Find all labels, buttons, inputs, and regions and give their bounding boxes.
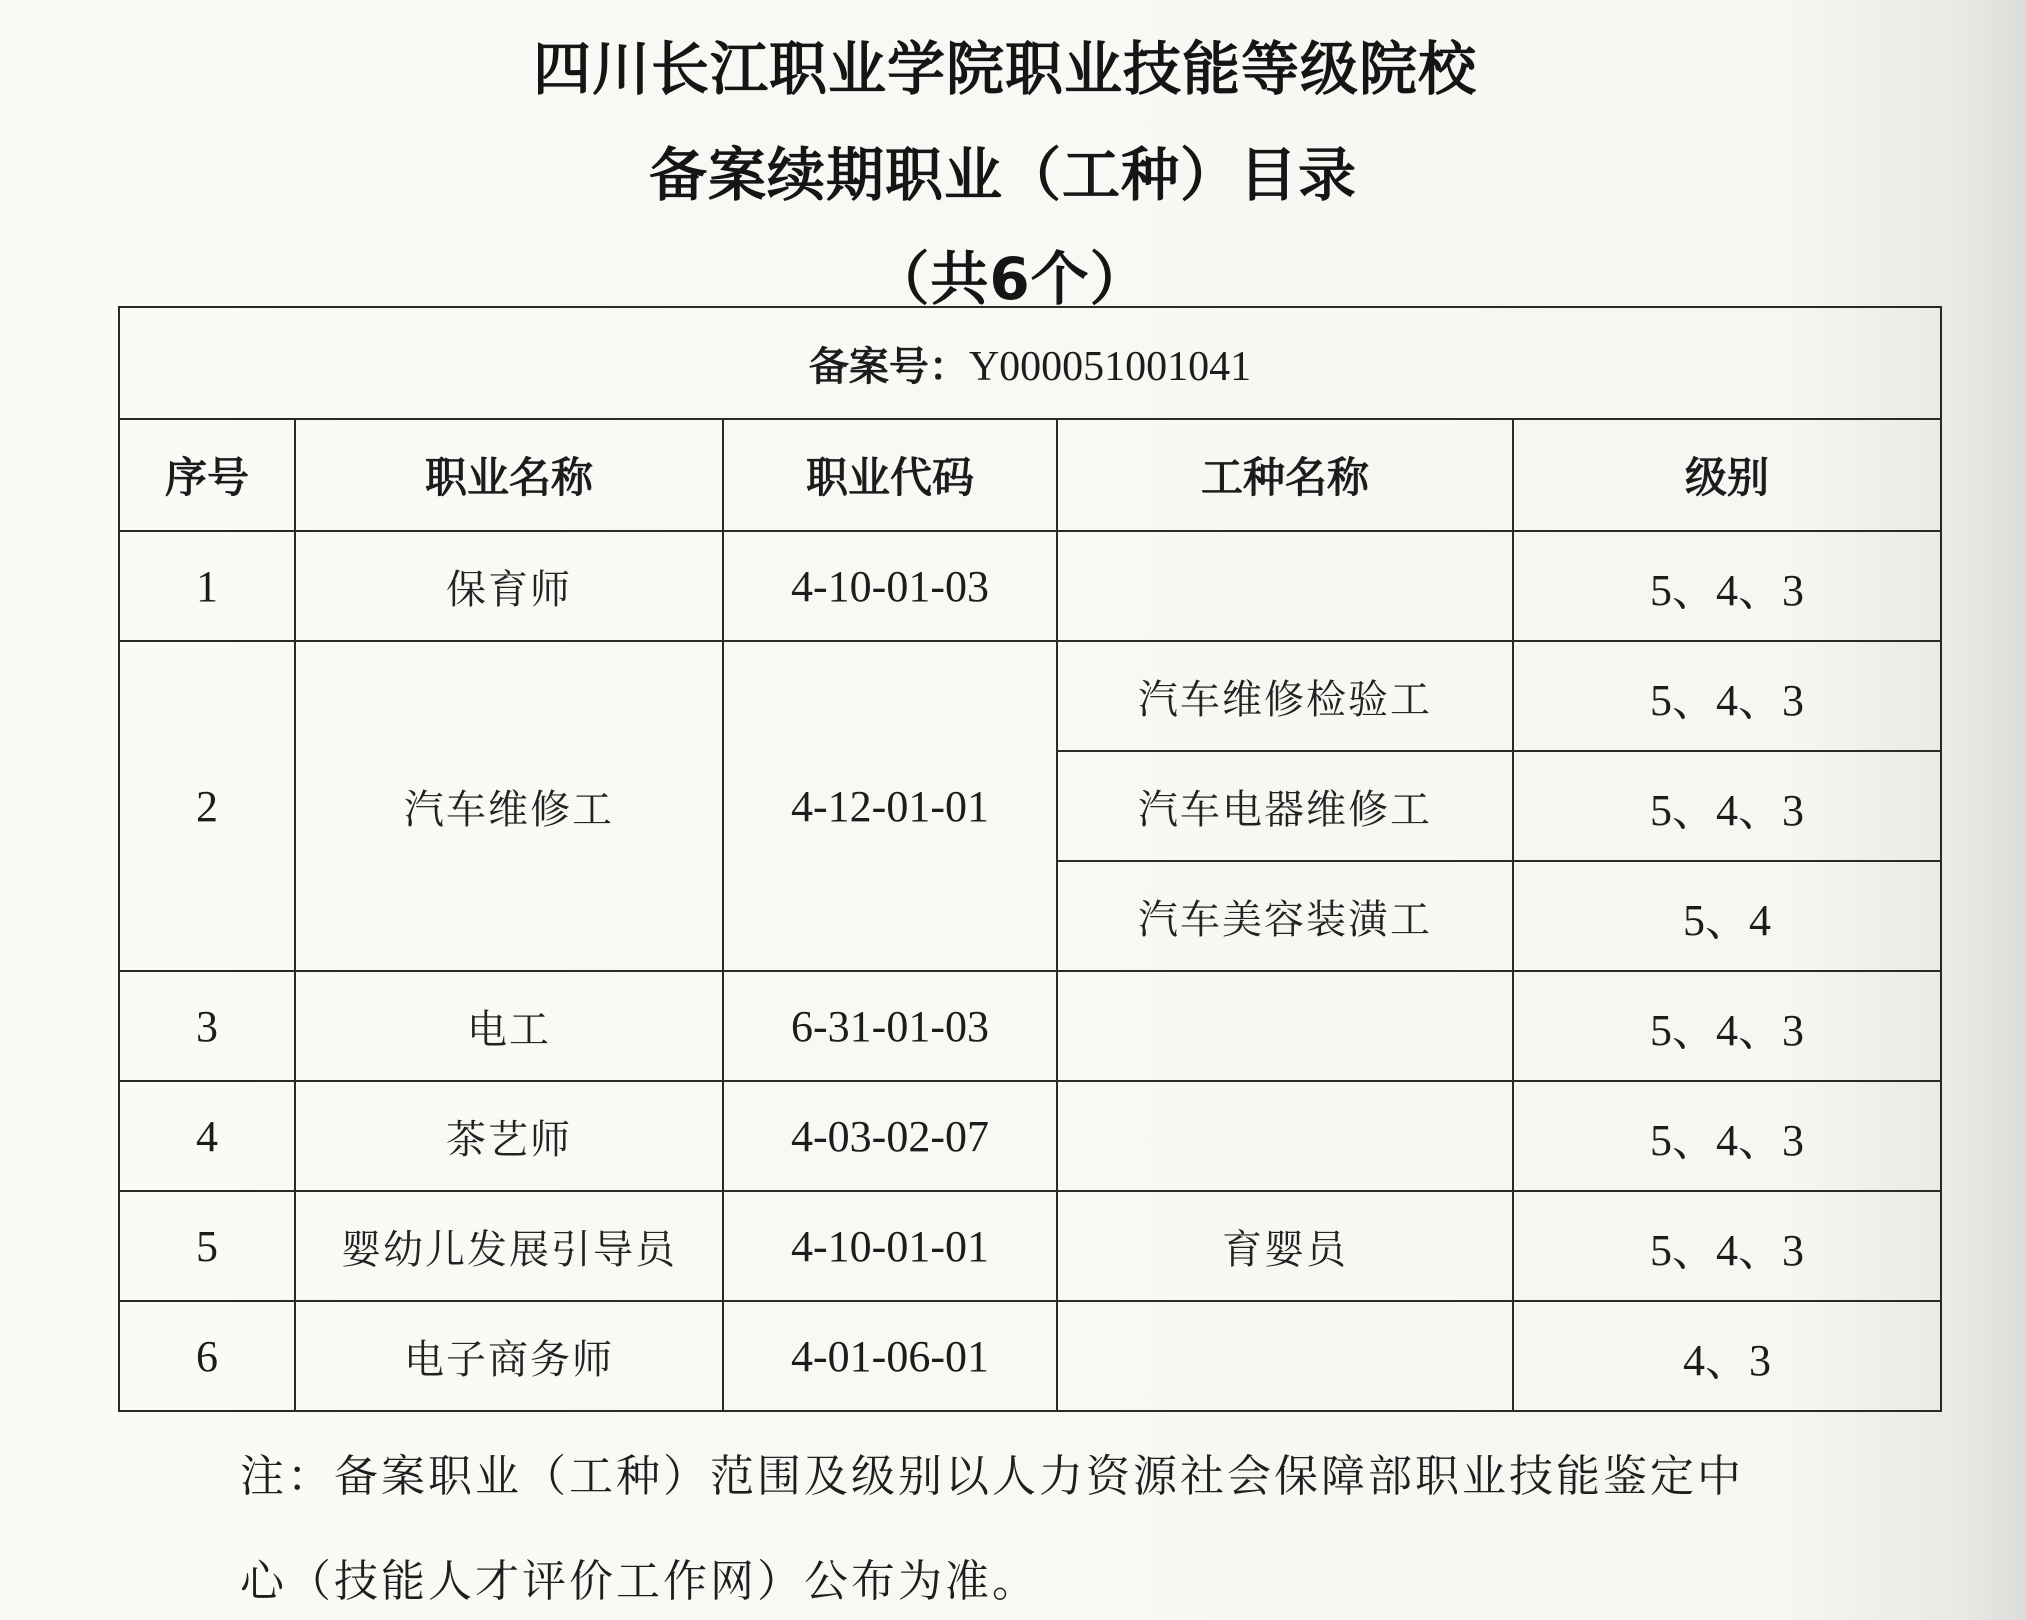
row-occupation-name: 茶艺师 [295,1081,723,1191]
row-occupation-name: 汽车维修工 [295,641,723,971]
header-level: 级别 [1513,419,1941,531]
row-occupation-code: 4-10-01-01 [723,1191,1057,1301]
row-index: 6 [119,1301,295,1411]
row-occupation-code: 4-03-02-07 [723,1081,1057,1191]
row-index: 2 [119,641,295,971]
row-occupation-code: 4-01-06-01 [723,1301,1057,1411]
occupation-catalog-table [118,306,1942,1412]
header-index: 序号 [119,419,295,531]
row-level: 5、4、3 [1513,531,1941,641]
row-index: 5 [119,1191,295,1301]
row-level: 5、4、3 [1513,971,1941,1081]
row-occupation-code: 6-31-01-03 [723,971,1057,1081]
row-occupation-name: 电子商务师 [295,1301,723,1411]
row-index: 4 [119,1081,295,1191]
row-trade-name [1057,971,1513,1081]
row-level: 5、4、3 [1513,1191,1941,1301]
table-row [119,1191,1941,1301]
filing-number-row [119,307,1941,419]
table-body [119,531,1941,1411]
row-trade-name [1057,1081,1513,1191]
document-title-line1: 四川长江职业学院职业技能等级院校 [532,35,1477,103]
row-trade-name [1057,531,1513,641]
row-level: 5、4、3 [1513,1081,1941,1191]
row-occupation-code: 4-10-01-03 [723,531,1057,641]
footnote-line2: 心（技能人才评价工作网）公布为准。 [240,1556,1039,1607]
row-level: 4、3 [1513,1301,1941,1411]
document-title-count: （共6个） [871,245,1149,313]
table-row [119,971,1941,1081]
filing-number-cell [119,307,1941,419]
row-occupation-name: 电工 [295,971,723,1081]
row-trade-name: 育婴员 [1057,1191,1513,1301]
row-trade-name: 汽车维修检验工 [1057,641,1513,751]
row-trade-name: 汽车美容装潢工 [1057,861,1513,971]
document-title-line2: 备案续期职业（工种）目录 [648,141,1357,209]
footnote-line1: 注：备案职业（工种）范围及级别以人力资源社会保障部职业技能鉴定中 [240,1451,1744,1502]
table-header-row [119,419,1941,531]
header-trade: 工种名称 [1057,419,1513,531]
row-level: 5、4、3 [1513,751,1941,861]
row-trade-name [1057,1301,1513,1411]
row-level: 5、4 [1513,861,1941,971]
row-index: 1 [119,531,295,641]
table-row [119,1081,1941,1191]
row-level: 5、4、3 [1513,641,1941,751]
table-row [119,1301,1941,1411]
table-row [119,531,1941,641]
row-occupation-name: 保育师 [295,531,723,641]
filing-number-label: 备案号： [808,343,969,390]
table-row [119,641,1941,751]
row-index: 3 [119,971,295,1081]
header-occupation: 职业名称 [295,419,723,531]
header-code: 职业代码 [723,419,1057,531]
filing-number-value: Y000051001041 [968,343,1252,390]
row-occupation-name: 婴幼儿发展引导员 [295,1191,723,1301]
row-trade-name: 汽车电器维修工 [1057,751,1513,861]
row-occupation-code: 4-12-01-01 [723,641,1057,971]
